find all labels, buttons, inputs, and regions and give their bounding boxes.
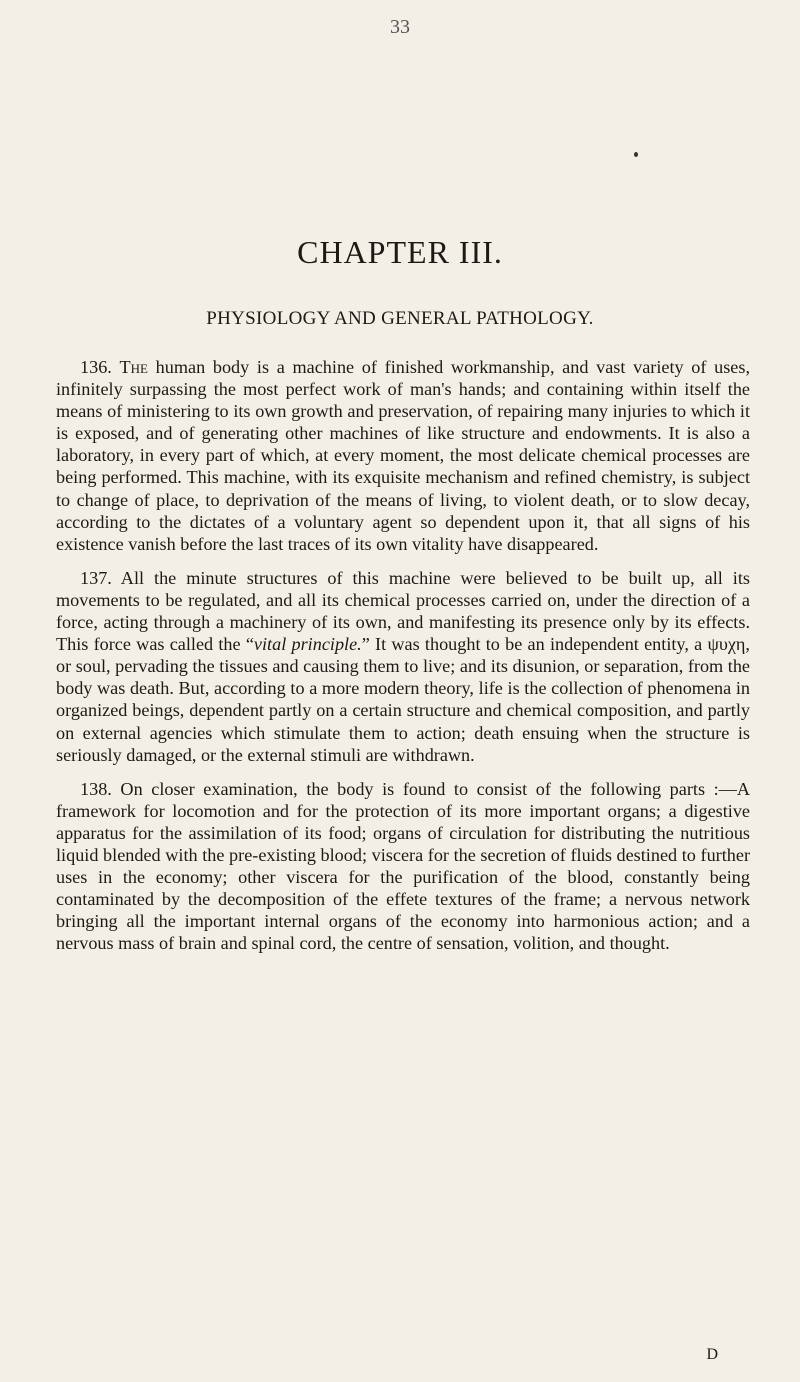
paragraph-138: [56, 778, 750, 955]
paragraph-number: 136.: [80, 357, 112, 377]
paragraph-137: [56, 567, 750, 766]
paragraph-text-continued: ” It was thought to be an independent entity, a ψυχη, or soul, pervading the tissues and causing them to live; and its disunion, or separation, from the body was death. But, according to a more modern theory, life is the collection of phenomena in organized beings, dependent partly on a certain structure and chemical composition, and partly on external agencies which stimulate them to action; death ensuing when the structure is seriously damaged, or the external stimuli are withdrawn.: [56, 634, 750, 765]
body-text: [56, 356, 750, 966]
paragraph-number: 138.: [80, 778, 112, 799]
page-number: 33: [390, 16, 410, 38]
emphasized-term: vital principle.: [253, 634, 362, 655]
paragraph-number: 137.: [80, 567, 112, 588]
chapter-title: CHAPTER III.: [297, 234, 503, 270]
printer-signature-mark: D: [706, 1346, 718, 1363]
paragraph-text: On closer examination, the body is found to consist of the following parts :—A framework for locomotion and for the protection of its more important organs; a digestive apparatus for the assimilation of its food; organs of circulation for distributing the nutritious liquid blended with the pre-existing blood; viscera for the secretion of fluids destined to further uses in the economy; other viscera for the purification of the blood, constantly being contaminated by the decomposition of the effete textures of the frame; a nervous network bringing all the important internal organs of the economy into harmonious action; and a nervous mass of brain and spinal cord, the centre of sensation, volition, and thought.: [56, 778, 750, 954]
paragraph-lead-word: The: [119, 357, 148, 377]
paragraph-text: human body is a machine of finished workmanship, and vast variety of uses, infinitely surpassing the most perfect work of man's hands; and containing within itself the means of ministering to its own growth and preservation, of repairing many injuries to which it is exposed, and of generating other machines of like structure and endowments. It is also a laboratory, in every part of which, at every moment, the most delicate chemical processes are being performed. This machine, with its exquisite mechanism and refined chemistry, is subject to change of place, to deprivation of the means of living, to violent death, or to slow decay, according to the dictates of a voluntary agent so dependent upon it, that all signs of his existence vanish before the last traces of its own vitality have disappeared.: [56, 357, 751, 554]
paragraph-136: [56, 356, 750, 555]
print-speck: [634, 152, 638, 157]
paragraph-text: All the minute structures of this machine were believed to be built up, all its movements to be regulated, and all its chemical processes carried on, under the direction of a force, acting through a machinery of its own, and manifesting its presence only by its effects. This force was called the “: [56, 567, 750, 655]
section-title: PHYSIOLOGY AND GENERAL PATHOLOGY.: [206, 308, 594, 329]
